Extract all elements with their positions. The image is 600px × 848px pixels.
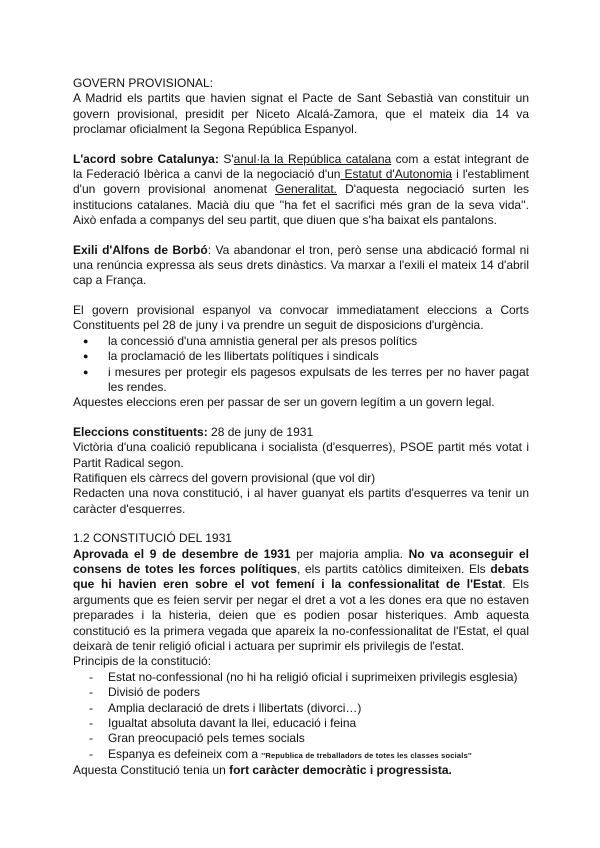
disposicions-list: [73, 334, 529, 396]
eleccions-line-3: Redacten una nova constitució, i al haver guanyat els partits d'esquerres va tenir un caràcter d'esquerres.: [73, 486, 529, 516]
heading-constitucio: 1.2 CONSTITUCIÓ DEL 1931: [73, 531, 232, 546]
acord-label: L'acord sobre Catalunya:: [73, 151, 219, 166]
paragraph-eleccions-legal: Aquestes eleccions eren per passar de ser un govern legítim a un govern legal.: [73, 395, 495, 410]
principis-list: [73, 670, 529, 763]
document-page: [73, 76, 529, 779]
list-item: ● la concessió d'una amnistia general per als presos polítics: [73, 334, 529, 349]
link-estatut-autonomia[interactable]: Estatut d'Autonomia: [340, 167, 453, 182]
constitucio-bold-1: Aprovada el 9 de desembre de 1931: [73, 546, 291, 561]
eleccions-label: Eleccions constituents:: [73, 424, 208, 439]
link-generalitat[interactable]: Generalitat.: [274, 182, 338, 197]
constitucio-text-2: , els partits catòlics dimiteixen. Els: [297, 561, 491, 576]
heading-govern-provisional: GOVERN PROVISIONAL:: [73, 76, 214, 90]
list-item: ● la proclamació de les llibertats polítiques i sindicals: [73, 349, 529, 364]
list-item: - Divisió de poders: [73, 685, 529, 700]
list-item: - Amplia declaració de drets i llibertats (divorci…): [73, 701, 529, 716]
acord-text-1: S': [218, 151, 234, 166]
paragraph-madrid: A Madrid els partits que havien signat el Pacte de Sant Sebastià van constituir un govern provisional, presidit per Niceto Alcalá-Zamora, que el mateix dia 14 va proclamar oficialment la Segona República Espanyol.: [73, 91, 529, 137]
closing-text: Aquesta Constitució tenia un: [73, 763, 230, 778]
list-item: - Estat no-confessional (no hi ha religió oficial i suprimeixen privilegis esglesia): [73, 670, 529, 685]
exili-label: Exili d'Alfons de Borbó: [73, 242, 208, 257]
eleccions-heading: [73, 425, 529, 440]
eleccions-line-1: Victòria d'una coalició republicana i socialista (d'esquerres), PSOE partit més votat i Partit Radical segon.: [73, 440, 529, 470]
exili-text: : Va abandonar el tron, però sense una abdicació formal ni una renúncia expressa als seus drets dinàstics. Va marxar a l'exili el mateix 14 d'abril cap a França.: [73, 242, 529, 288]
list-item: - Igualtat absoluta davant la llei, educació i feina: [73, 716, 529, 731]
eleccions-line-2: Ratifiquen els càrrecs del govern provisional (que vol dir): [73, 470, 376, 485]
list-item: [73, 747, 529, 763]
paragraph-closing: [73, 763, 529, 778]
link-anulla-republica[interactable]: anul·la la República catalana: [233, 151, 392, 166]
paragraph-constitucio: [73, 547, 529, 655]
acord-text-3: i l'establiment d'un govern provisional anomenat: [73, 167, 530, 197]
constitucio-bold-3: debats que hi havien eren sobre el vot femení i la confessionalitat de l'Estat: [73, 561, 529, 592]
eleccions-date: 28 de juny de 1931: [207, 424, 314, 439]
closing-bold: fort caràcter democràtic i progressista.: [229, 763, 452, 778]
constitucio-text-3: . Els arguments que es feien servir per negar el dret a vot a les dones era que no estaven preparades i la histeria, deien que es podien posar histeriques. Amb aquesta constitució es la primera vegada que apareix la no-confessionalitat de l'Estat, el qual deixarà de tenir religió oficial i actuara per suprimir els privilegis de l'estat.: [73, 577, 529, 653]
acord-text-4: D'aquesta negociació surten les institucions catalanes. Macià diu que ''ha fet el sacrifici més gran de la seva vida''. Això enfada a companys del seu partit, que diuen que s'ha baixat els pantalons.: [73, 182, 529, 228]
paragraph-corts: El govern provisional espanyol va convocar immediatament eleccions a Corts Constituents pel 28 de juny i va prendre un seguit de disposicions d'urgència.: [73, 302, 529, 333]
constitucio-bold-2: No va aconseguir el consens de totes les forces polítiques: [73, 546, 529, 576]
constitucio-text-1: per majoria amplia.: [290, 546, 409, 561]
list-item: - Gran preocupació pels temes socials: [73, 731, 529, 746]
last-item-text: Espanya es defeineix com a: [108, 746, 262, 761]
paragraph-acord-catalunya: [73, 152, 529, 229]
principis-label: Principis de la constitució:: [73, 654, 212, 669]
list-item: ● i mesures per protegir els pagesos expulsats de les terres per no haver pagat les rendes.: [73, 365, 529, 396]
acord-text-2: com a estat integrant de la Federació Ibèrica a canvi de la negociació d'un: [73, 151, 529, 182]
last-item-small: ''Republica de treballadors de totes les classes socials'': [261, 750, 472, 760]
paragraph-exili: [73, 243, 529, 289]
